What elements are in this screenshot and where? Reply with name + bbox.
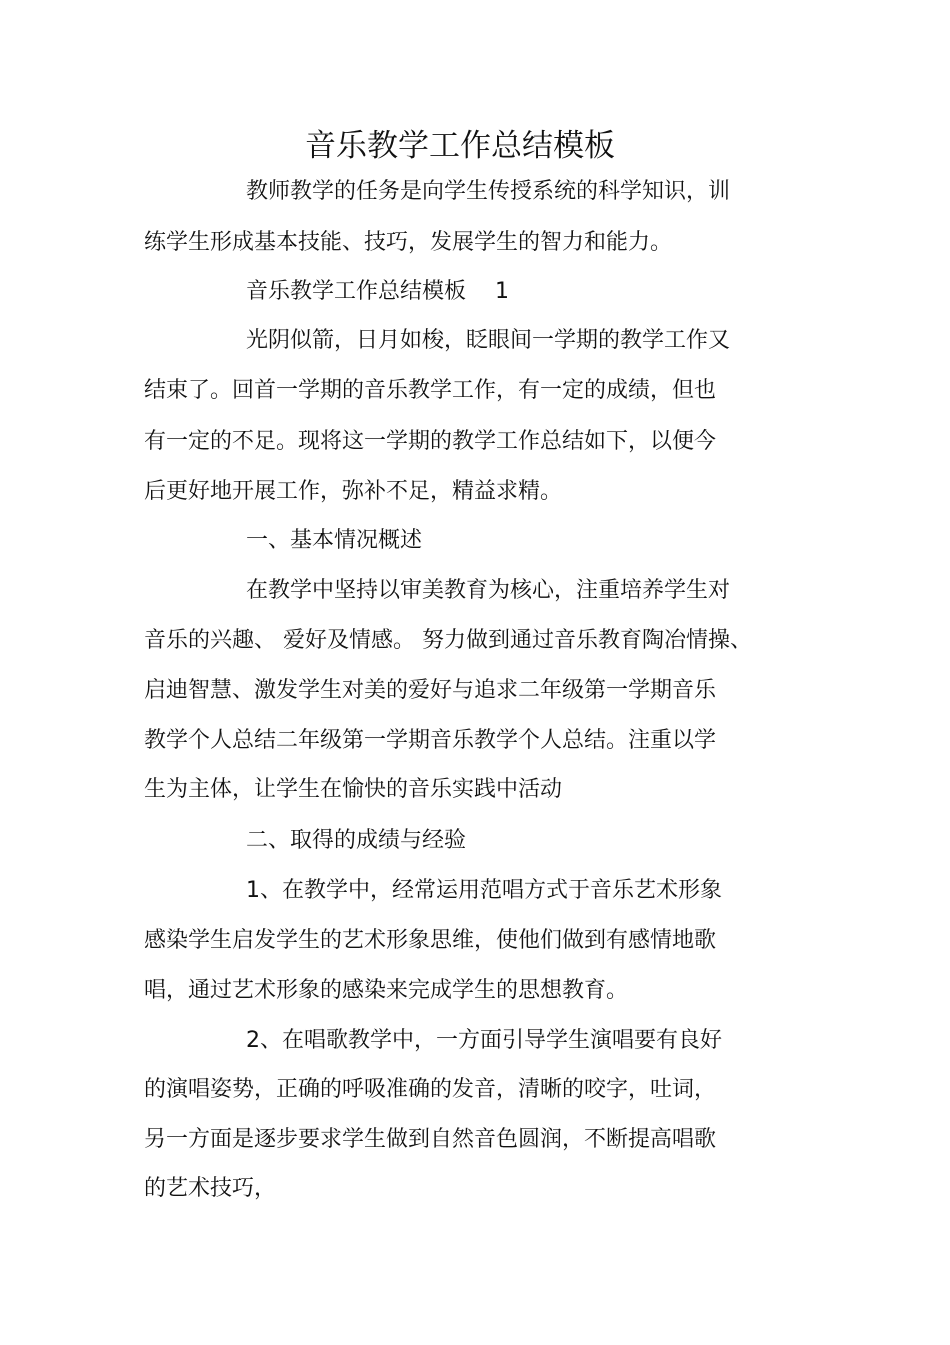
paragraph-line: 练学生形成基本技能、技巧，发展学生的智力和能力。: [144, 230, 673, 255]
paragraph-line: 的艺术技巧，: [144, 1176, 277, 1201]
paragraph-line: 1、在教学中，经常运用范唱方式于音乐艺术形象: [246, 878, 722, 903]
paragraph-line: 在教学中坚持以审美教育为核心，注重培养学生对: [246, 578, 731, 603]
paragraph-line: 的演唱姿势，正确的呼吸准确的发音，清晰的咬字，吐词，: [144, 1077, 717, 1102]
paragraph-line: 2、在唱歌教学中，一方面引导学生演唱要有良好: [246, 1028, 722, 1053]
section-heading: 二、取得的成绩与经验: [246, 828, 467, 853]
paragraph-line: 光阴似箭，日月如梭，眨眼间一学期的教学工作又: [246, 328, 731, 353]
paragraph-line: 教师教学的任务是向学生传授系统的科学知识，训: [246, 179, 731, 204]
section-heading: 音乐教学工作总结模板 1: [246, 279, 509, 304]
paragraph-line: 有一定的不足。现将这一学期的教学工作总结如下，以便今: [144, 429, 717, 454]
paragraph-line: 启迪智慧、激发学生对美的爱好与追求二年级第一学期音乐: [144, 678, 717, 703]
paragraph-line: 另一方面是逐步要求学生做到自然音色圆润，不断提高唱歌: [144, 1127, 717, 1152]
paragraph-line: 感染学生启发学生的艺术形象思维，使他们做到有感情地歌: [144, 928, 717, 953]
paragraph-line: 教学个人总结二年级第一学期音乐教学个人总结。注重以学: [144, 728, 717, 753]
section-heading: 一、基本情况概述: [246, 528, 423, 553]
document-title: 音乐教学工作总结模板: [305, 128, 615, 164]
paragraph-line: 唱，通过艺术形象的感染来完成学生的思想教育。: [144, 978, 629, 1003]
paragraph-line: 后更好地开展工作，弥补不足，精益求精。: [144, 479, 563, 504]
paragraph-line: 生为主体，让学生在愉快的音乐实践中活动: [144, 777, 563, 802]
paragraph-line: 音乐的兴趣、 爱好及情感。 努力做到通过音乐教育陶冶情操、: [144, 628, 752, 653]
paragraph-line: 结束了。回首一学期的音乐教学工作，有一定的成绩，但也: [144, 378, 717, 403]
